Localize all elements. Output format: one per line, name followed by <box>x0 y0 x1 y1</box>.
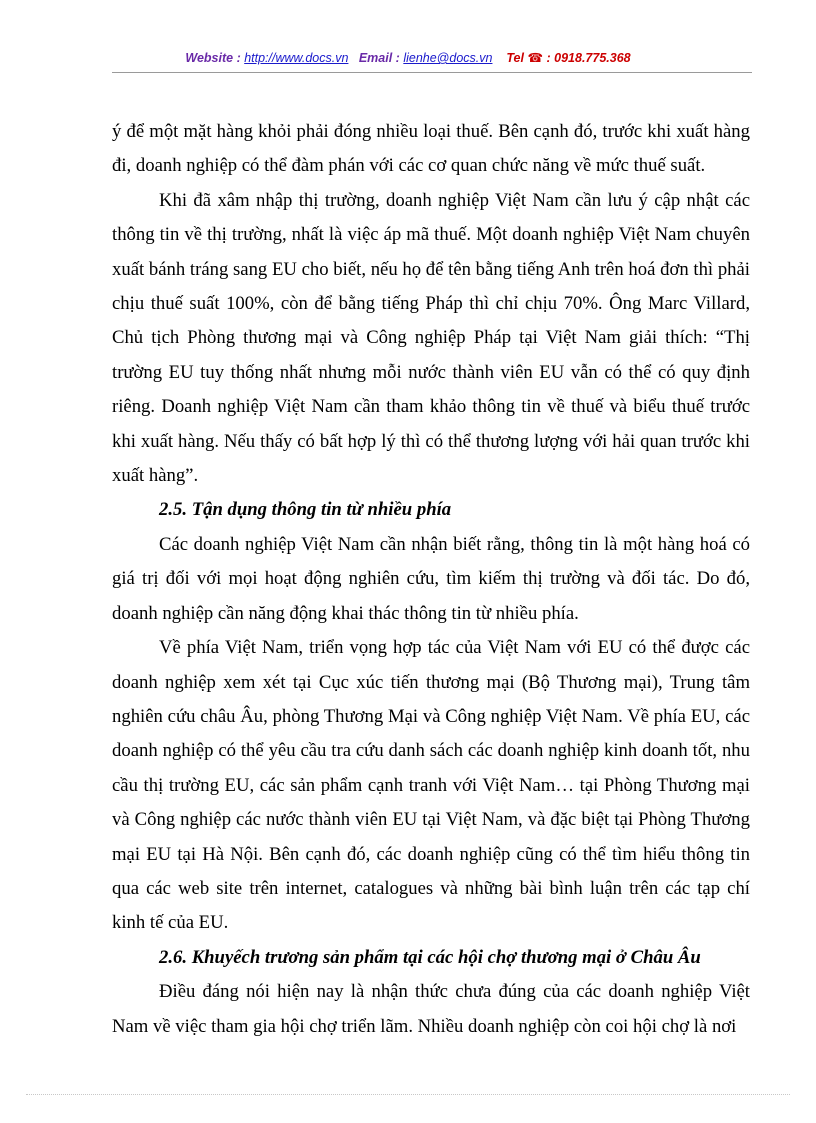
website-link[interactable]: http://www.docs.vn <box>244 51 349 65</box>
tel-label: Tel <box>506 51 524 65</box>
paragraph-trade-fairs: Điều đáng nói hiện nay là nhận thức chưa đúng của các doanh nghiệp Việt Nam về việc tham gia hội chợ triển lãm. Nhiều doanh nghiệp còn coi hội chợ là nơi <box>112 981 750 1037</box>
website-label: Website <box>185 51 234 65</box>
section-heading-2-5: 2.5. Tận dụng thông tin từ nhiều phía <box>159 499 452 521</box>
website-separator: : <box>233 51 245 65</box>
email-label: Email <box>358 51 393 65</box>
tel-number: : 0918.775.368 <box>543 51 631 65</box>
email-link[interactable]: lienhe@docs.vn <box>403 51 493 65</box>
header-divider <box>112 72 752 73</box>
phone-icon: ☎ <box>527 51 544 65</box>
section-heading-2-6: 2.6. Khuyếch trương sản phẩm tại các hội chợ thương mại ở Châu Âu <box>159 946 701 968</box>
paragraph-information-value: Các doanh nghiệp Việt Nam cần nhận biết rằng, thông tin là một hàng hoá có giá trị đối với mọi hoạt động nghiên cứu, tìm kiếm thị trường và đối tác. Do đó, doanh nghiệp cần năng động khai thác thông tin từ nhiều phía. <box>112 533 750 624</box>
paragraph-information-sources: Về phía Việt Nam, triển vọng hợp tác của Việt Nam với EU có thể được các doanh nghiệp xem xét tại Cục xúc tiến thương mại (Bộ Thương mại), Trung tâm nghiên cứu châu Âu, phòng Thương Mại và Công nghiệp Việt Nam. Về phía EU, các doanh nghiệp có thể yêu cầu tra cứu danh sách các doanh nghiệp kinh doanh tốt, nhu cầu thị trường EU, các sản phẩm cạnh tranh với Việt Nam… tại Phòng Thương mại và Công nghiệp các nước thành viên EU tại Việt Nam, và đặc biệt tại Phòng Thương mại EU tại Hà Nội. Bên cạnh đó, các doanh nghiệp cũng có thể tìm hiểu thông tin qua các web site trên internet, catalogues và những bài bình luận trên các tạp chí kinh tế của EU. <box>112 637 750 934</box>
email-separator: : <box>392 51 404 65</box>
paragraph-continuation: ý để một mặt hàng khỏi phải đóng nhiều loại thuế. Bên cạnh đó, trước khi xuất hàng đi, doanh nghiệp có thể đàm phán với các cơ quan chức năng về mức thuế suất. <box>112 121 750 177</box>
footer-divider <box>26 1094 790 1095</box>
document-body <box>112 115 750 1044</box>
paragraph-tax-codes: Khi đã xâm nhập thị trường, doanh nghiệp Việt Nam cần lưu ý cập nhật các thông tin về thị trường, nhất là việc áp mã thuế. Một doanh nghiệp Việt Nam chuyên xuất bánh tráng sang EU cho biết, nếu họ để tên bằng tiếng Anh trên hoá đơn thì phải chịu thuế suất 100%, còn để bằng tiếng Pháp thì chỉ chịu 70%. Ông Marc Villard, Chủ tịch Phòng thương mại và Công nghiệp Pháp tại Việt Nam giải thích: “Thị trường EU tuy thống nhất nhưng mỗi nước thành viên EU vẫn có thể có quy định riêng. Doanh nghiệp Việt Nam cần tham khảo thông tin về thuế và biểu thuế trước khi xuất hàng. Nếu thấy có bất hợp lý thì có thể thương lượng với hải quan trước khi xuất hàng”. <box>112 189 750 487</box>
page-header <box>0 50 816 65</box>
